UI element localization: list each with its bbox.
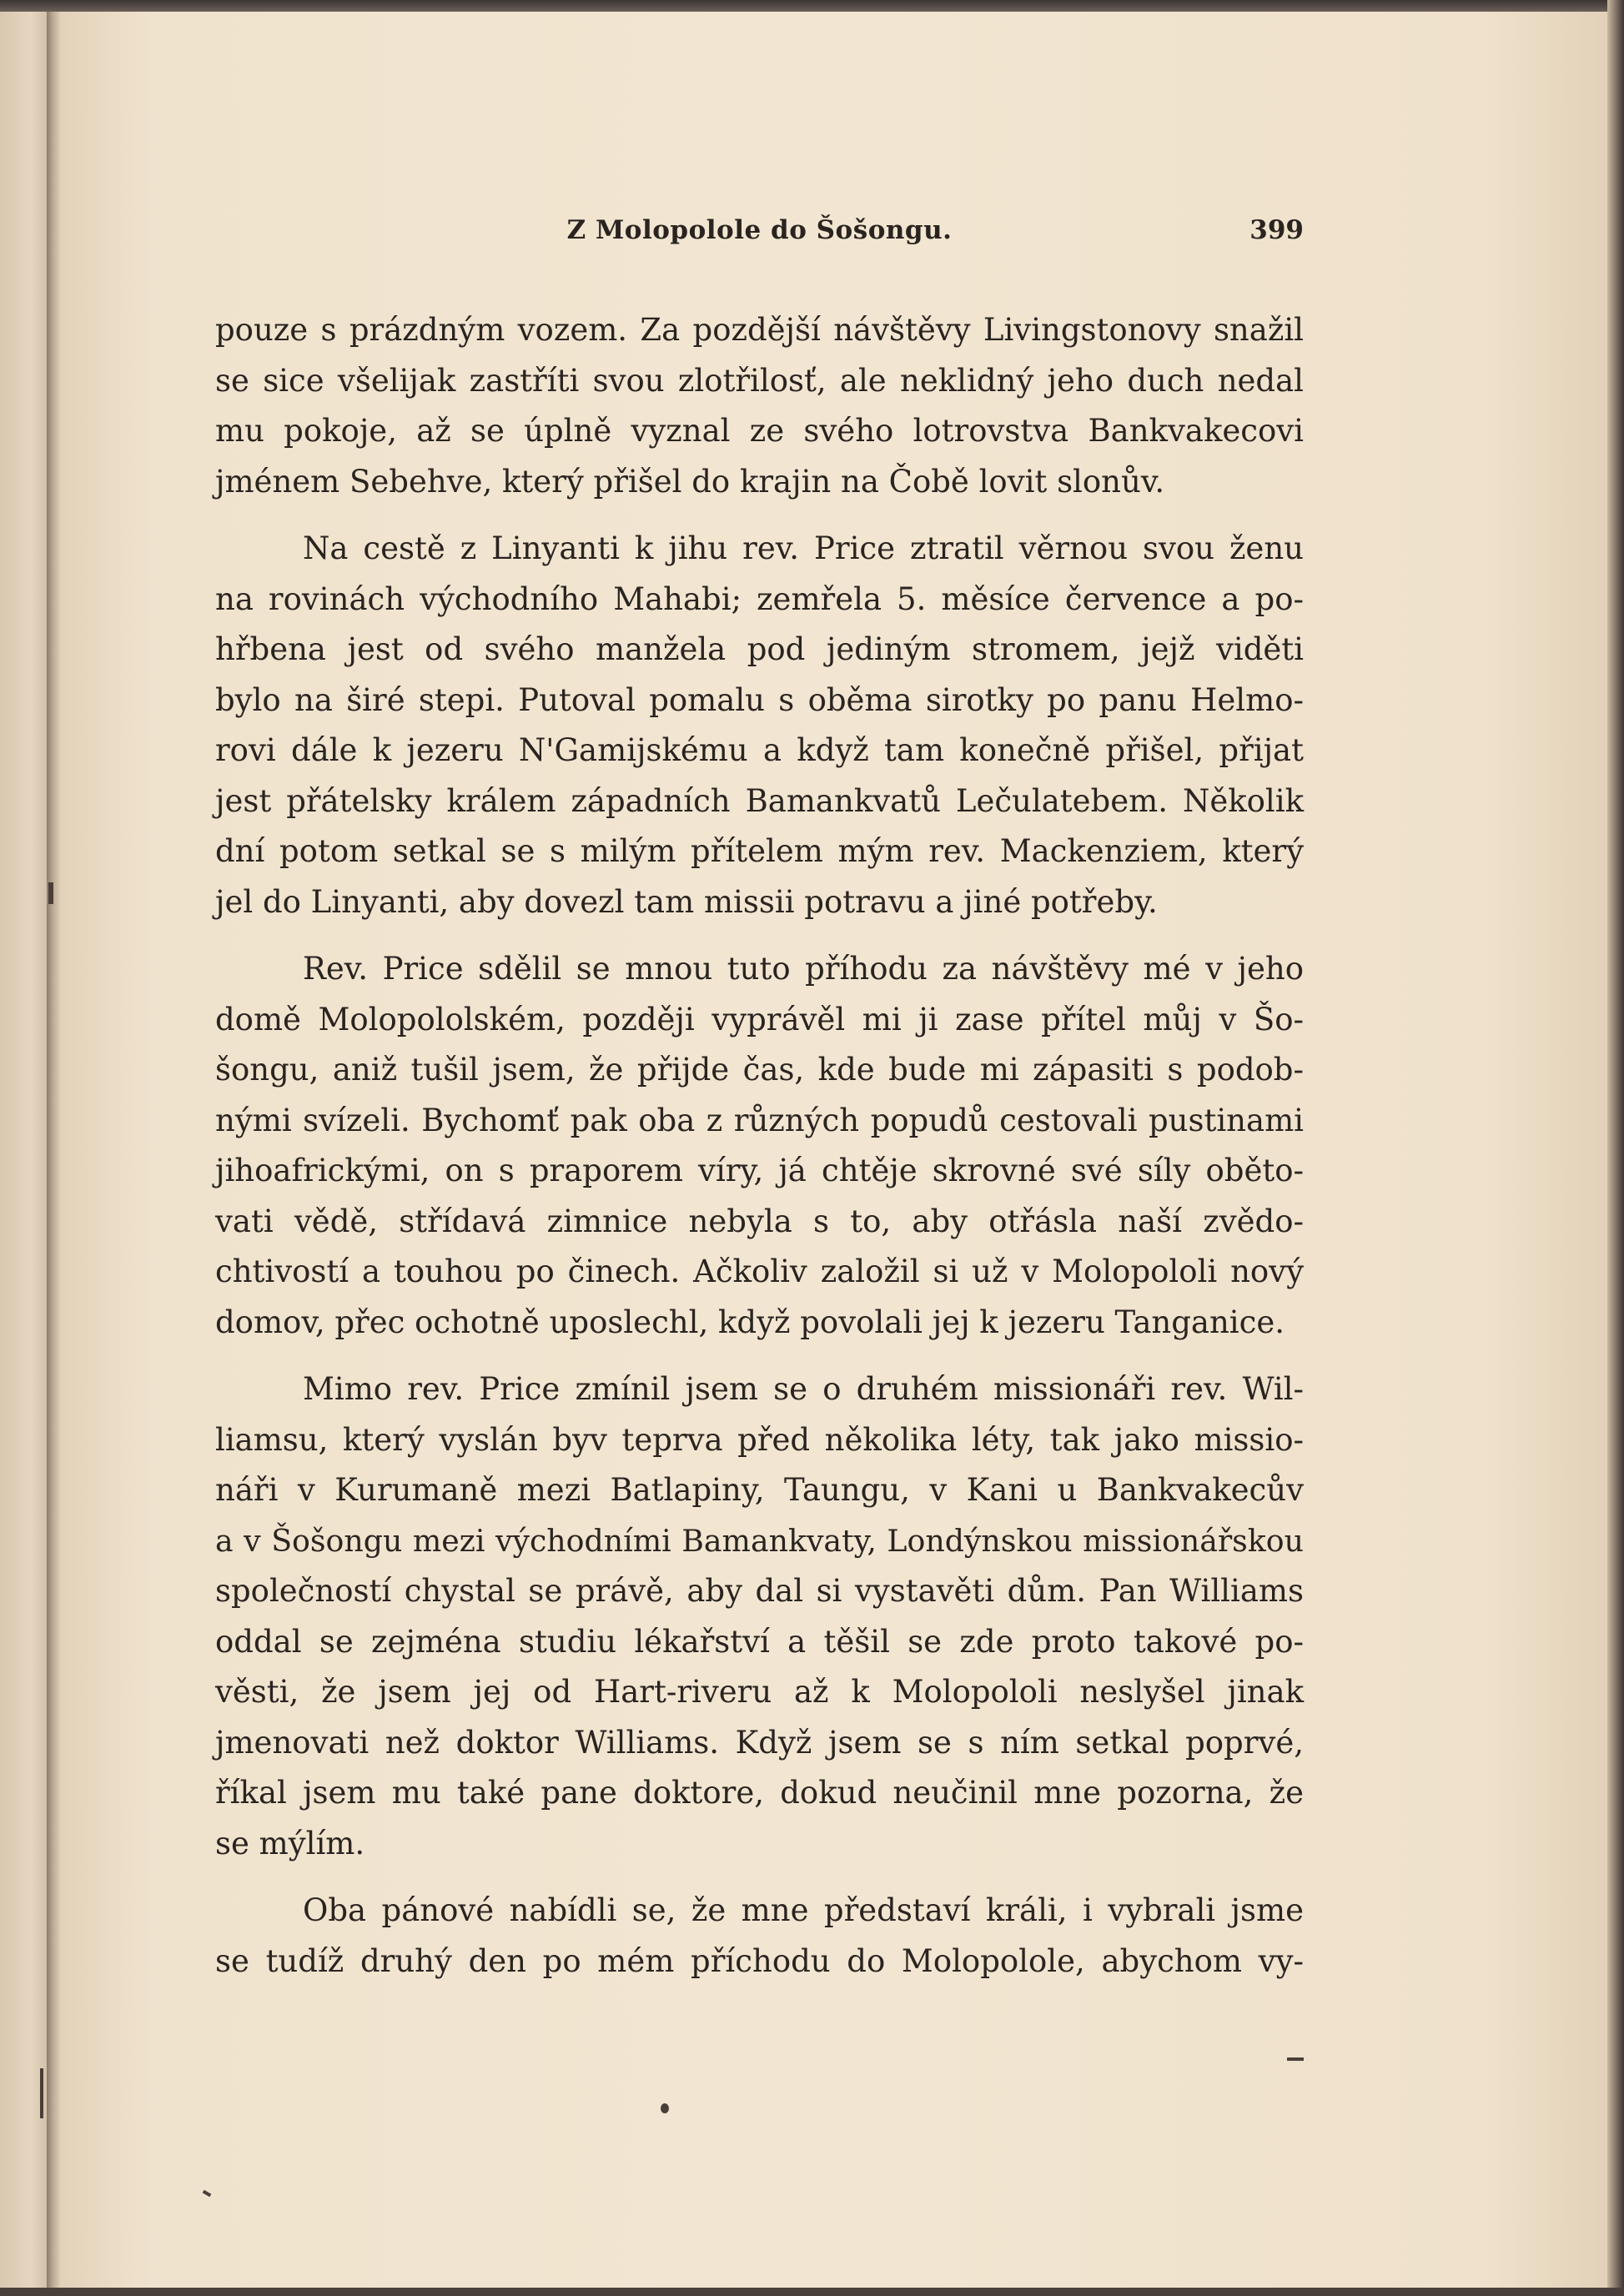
- page-number: 399: [1249, 215, 1304, 245]
- text-line: chtivostí a touhou po činech. Ačkoliv založil si už v Molopololi nový: [215, 1254, 1304, 1289]
- margin-speck: [40, 2068, 43, 2118]
- text-line: a v Šošongu mezi východními Bamankvaty, Londýnskou missionářskou: [215, 1522, 1304, 1559]
- text-line: společností chystal se právě, aby dal si vystavěti dům. Pan Williams: [215, 1573, 1304, 1609]
- text-line: jménem Sebehve, který přišel do krajin na Čobě lovit slonův.: [215, 463, 1165, 500]
- text-line: věsti, že jsem jej od Hart-riveru až k Molopololi neslyšel jinak: [215, 1674, 1304, 1710]
- ink-dot: [661, 2103, 669, 2113]
- text-line: vati vědě, střídavá zimnice nebyla s to, aby otřásla naší zvědo-: [215, 1203, 1304, 1239]
- margin-speck: [48, 882, 53, 904]
- text-line: Rev. Price sdělil se mnou tuto příhodu za návštěvy mé v jeho: [303, 951, 1304, 987]
- running-head: [215, 207, 1304, 255]
- text-line: nými svízeli. Bychomť pak oba z různých popudů cestovali pustinami: [215, 1102, 1304, 1138]
- text-line: Oba pánové nabídli se, že mne představí králi, i vybrali jsme: [303, 1892, 1304, 1928]
- text-line: oddal se zejména studiu lékařství a těšil se zde proto takové po-: [215, 1623, 1304, 1660]
- running-title: Z Molopolole do Šošongu.: [566, 215, 953, 245]
- text-line: Na cestě z Linyanti k jihu rev. Price ztratil věrnou svou ženu: [303, 530, 1304, 566]
- scanner-top-edge: [0, 0, 1624, 12]
- text-line: mu pokoje, až se úplně vyznal ze svého lotrovstva Bankvakecovi: [215, 413, 1304, 449]
- text-line: se mýlím.: [215, 1825, 365, 1861]
- text-line: jihoafrickými, on s praporem víry, já chtěje skrovné své síly oběto-: [215, 1153, 1304, 1188]
- text-line: se sice všelijak zastříti svou zlotřilosť, ale neklidný jeho duch nedal: [215, 362, 1304, 399]
- text-line: dní potom setkal se s milým přítelem mým rev. Mackenziem, který: [215, 833, 1304, 869]
- text-line: liamsu, který vyslán byv teprva před několika léty, tak jako missio-: [215, 1421, 1304, 1458]
- scanner-right-edge: [1607, 0, 1624, 2296]
- text-line: pouze s prázdným vozem. Za pozdější návštěvy Livingstonovy snažil: [215, 312, 1304, 348]
- text-line: jmenovati než doktor Williams. Když jsem se s ním setkal poprvé,: [215, 1724, 1304, 1761]
- text-line: bylo na širé stepi. Putoval pomalu s oběma sirotky po panu Helmo-: [215, 681, 1304, 718]
- text-line: šongu, aniž tušil jsem, že přijde čas, kde bude mi zápasiti s podob-: [215, 1052, 1304, 1088]
- text-line: náři v Kurumaně mezi Batlapiny, Taungu, v Kani u Bankvakecův: [215, 1472, 1304, 1508]
- scanner-bottom-edge: [0, 2288, 1624, 2296]
- paragraph: [215, 944, 1304, 1348]
- text-line: domě Molopololském, později vyprávěl mi ji zase přítel můj v Šo-: [215, 1001, 1304, 1037]
- page-content: [215, 207, 1304, 2003]
- text-line: hřbena jest od svého manžela pod jediným stromem, jejž viděti: [215, 631, 1304, 667]
- text-line: domov, přec ochotně uposlechl, když povolali jej k jezeru Tanganice.: [215, 1304, 1285, 1340]
- text-line: se tudíž druhý den po mém příchodu do Molopolole, abychom vy-: [215, 1942, 1304, 1979]
- text-line: jel do Linyanti, aby dovezl tam missii potravu a jiné potřeby.: [215, 883, 1158, 920]
- paragraph: [215, 1886, 1304, 1987]
- paragraph: [215, 305, 1304, 507]
- facing-page-edge: [0, 12, 52, 2296]
- text-line: jest přátelsky králem západních Bamankvatů Lečulatebem. Několik: [215, 782, 1304, 819]
- text-line: rovi dále k jezeru N'Gamijskému a když tam konečně přišel, přijat: [215, 732, 1304, 768]
- paragraph: [215, 524, 1304, 927]
- text-line: říkal jsem mu také pane doktore, dokud neučinil mne pozorna, že: [215, 1775, 1304, 1811]
- text-line: na rovinách východního Mahabi; zemřela 5. měsíce července a po-: [215, 580, 1304, 617]
- paragraph: [215, 1364, 1304, 1869]
- ink-dash: [1287, 2057, 1304, 2061]
- text-line: Mimo rev. Price zmínil jsem se o druhém missionáři rev. Wil-: [303, 1371, 1304, 1407]
